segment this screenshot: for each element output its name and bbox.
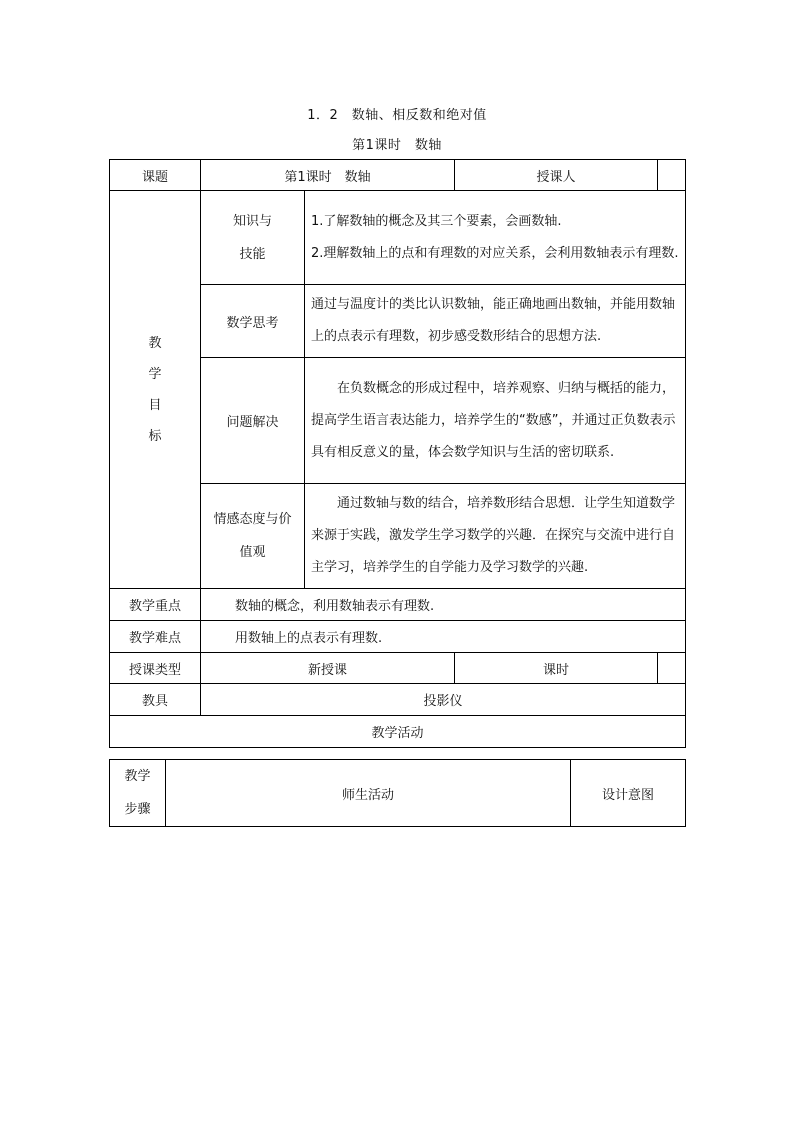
steps-table	[109, 759, 686, 827]
topic-value: 第1课时 数轴	[201, 160, 455, 191]
hours-value	[658, 653, 686, 684]
document-title: 1．2 数轴、相反数和绝对值	[307, 108, 487, 123]
topic-label: 课题	[110, 160, 201, 191]
key-point-value: 数轴的概念，利用数轴表示有理数.	[201, 589, 686, 621]
teacher-value	[658, 160, 686, 191]
activity-column-header: 师生活动	[166, 760, 571, 827]
activity-header: 教学活动	[110, 716, 686, 748]
lesson-type-value: 新授课	[201, 653, 455, 684]
lesson-info-table	[109, 159, 686, 748]
difficulty-value: 用数轴上的点表示有理数.	[201, 621, 686, 653]
tools-label: 教具	[110, 684, 201, 716]
goal-attitude-content: 通过数轴与数的结合，培养数形结合思想．让学生知道数学来源于实践，激发学生学习数学的兴趣．在探究与交流中进行自主学习，培养学生的自学能力及学习数学的兴趣.	[305, 484, 686, 589]
step-label: 教学 步骤	[110, 760, 166, 827]
goal-knowledge-content: 1.了解数轴的概念及其三个要素，会画数轴. 2.理解数轴上的点和有理数的对应关系，会利用数轴表示有理数.	[305, 191, 686, 285]
goals-label: 教 学 目 标	[110, 191, 201, 589]
goal-problem-content: 在负数概念的形成过程中，培养观察、归纳与概括的能力，提高学生语言表达能力，培养学生的“数感”，并通过正负数表示具有相反意义的量，体会数学知识与生活的密切联系.	[305, 358, 686, 484]
document-subtitle: 第1课时 数轴	[352, 138, 442, 153]
goal-thinking-label: 数学思考	[201, 285, 305, 358]
goal-attitude-label: 情感态度与价 值观	[201, 484, 305, 589]
difficulty-label: 教学难点	[110, 621, 201, 653]
intent-column-header: 设计意图	[571, 760, 686, 827]
tools-value: 投影仪	[201, 684, 686, 716]
teacher-label: 授课人	[455, 160, 658, 191]
lesson-type-label: 授课类型	[110, 653, 201, 684]
key-point-label: 教学重点	[110, 589, 201, 621]
hours-label: 课时	[455, 653, 658, 684]
goal-problem-label: 问题解决	[201, 358, 305, 484]
goal-thinking-content: 通过与温度计的类比认识数轴，能正确地画出数轴，并能用数轴上的点表示有理数，初步感受数形结合的思想方法.	[305, 285, 686, 358]
goal-knowledge-label: 知识与 技能	[201, 191, 305, 285]
